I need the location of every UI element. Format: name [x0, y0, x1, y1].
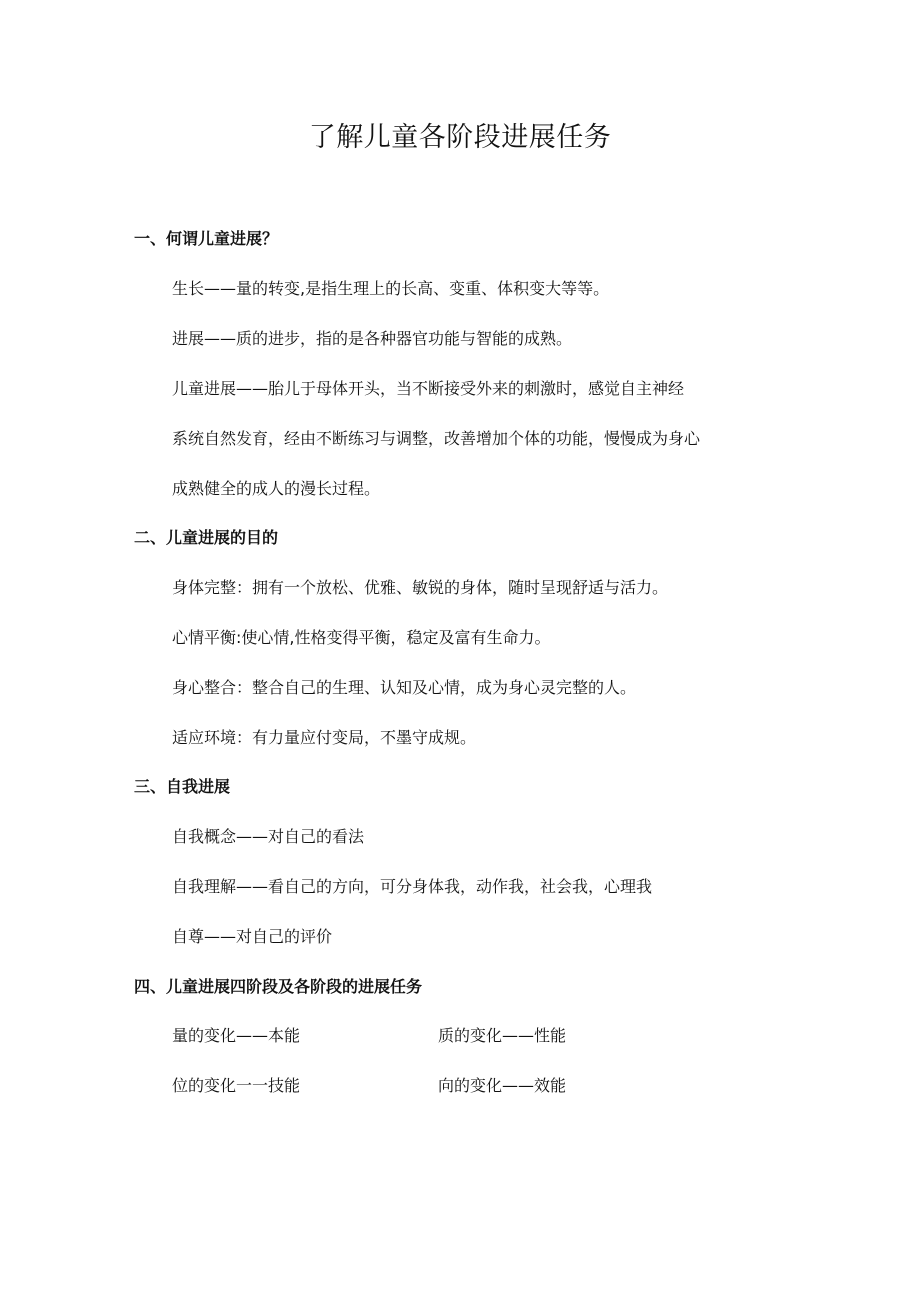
section-heading-3: 三、自我进展 — [134, 777, 231, 796]
section-heading-2: 二、儿童进展的目的 — [134, 528, 279, 547]
paragraph-line: 身体完整：拥有一个放松、优雅、敏锐的身体，随时呈现舒适与活力。 — [172, 578, 669, 597]
paragraph-line: 成熟健全的成人的漫长过程。 — [172, 479, 381, 498]
paragraph-line: 自尊——对自己的评价 — [172, 927, 333, 946]
stage-cell: 量的变化——本能 — [172, 1026, 301, 1045]
paragraph-line: 进展——质的进步，指的是各种器官功能与智能的成熟。 — [172, 329, 573, 348]
stage-cell: 质的变化——性能 — [438, 1026, 567, 1045]
paragraph-line: 生长——量的转变,是指生理上的长高、变重、体积变大等等。 — [172, 279, 610, 298]
section-heading-1: 一、何谓儿童进展？ — [134, 229, 279, 248]
paragraph-line: 心情平衡:使心情,性格变得平衡，稳定及富有生命力。 — [172, 628, 551, 647]
paragraph-line: 自我理解——看自己的方向，可分身体我，动作我，社会我，心理我 — [172, 877, 653, 896]
paragraph-line: 适应环境：有力量应付变局，不墨守成规。 — [172, 728, 477, 747]
stage-cell: 向的变化——效能 — [438, 1076, 567, 1095]
stage-cell: 位的变化一一技能 — [172, 1076, 301, 1095]
paragraph-line: 身心整合：整合自己的生理、认知及心情，成为身心灵完整的人。 — [172, 678, 637, 697]
paragraph-line: 系统自然发育，经由不断练习与调整，改善增加个体的功能，慢慢成为身心 — [172, 429, 701, 448]
paragraph-line: 儿童进展——胎儿于母体开头，当不断接受外来的刺激时，感觉自主神经 — [172, 379, 685, 398]
paragraph-line: 自我概念——对自己的看法 — [172, 827, 365, 846]
document-title: 了解儿童各阶段进展任务 — [308, 122, 612, 153]
section-heading-4: 四、儿童进展四阶段及各阶段的进展任务 — [134, 977, 423, 996]
